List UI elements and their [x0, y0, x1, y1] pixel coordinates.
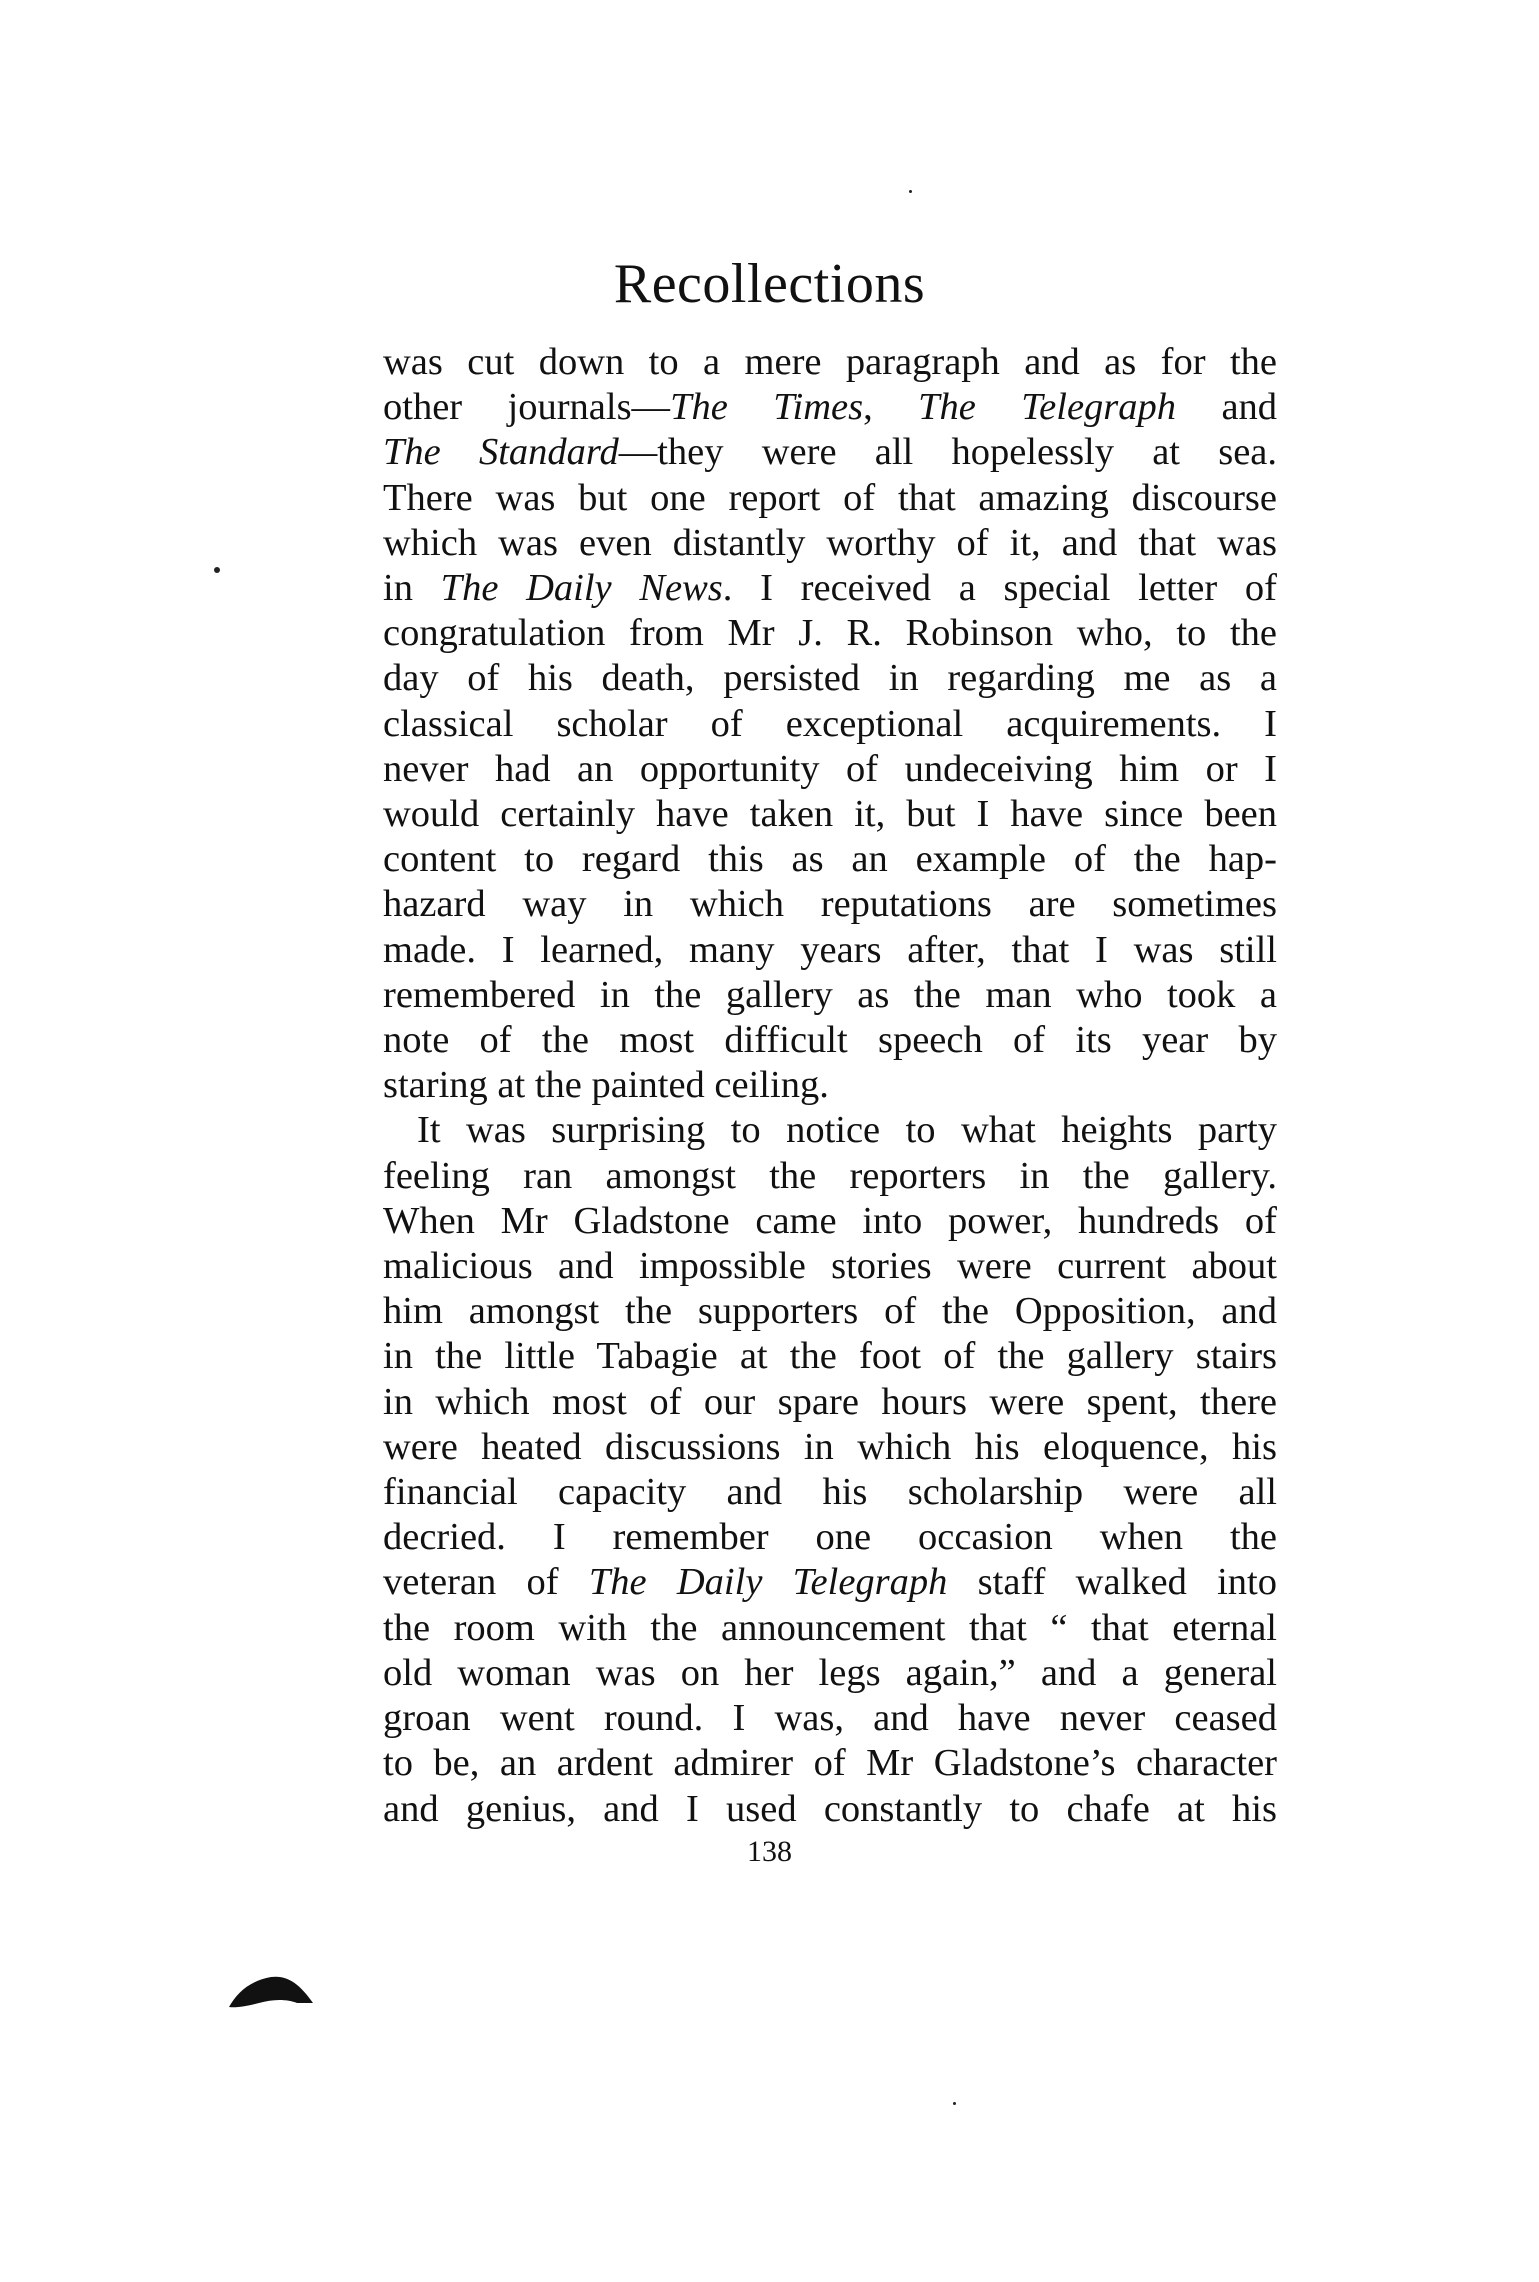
italic-title: The Times	[670, 386, 864, 429]
text-line	[383, 1199, 1277, 1244]
text-line	[383, 340, 1277, 385]
text-line	[383, 1380, 1277, 1425]
text-run: staff walked into	[947, 1561, 1277, 1604]
text-line	[383, 1606, 1277, 1651]
text-line	[383, 702, 1277, 747]
text-run: It was surprising to notice to what heights party	[417, 1109, 1277, 1152]
text-line	[383, 1470, 1277, 1515]
text-line	[383, 611, 1277, 656]
text-line	[383, 521, 1277, 566]
text-run: were heated discussions in which his eloquence, his	[383, 1425, 1277, 1468]
text-line	[383, 1696, 1277, 1741]
text-run: day of his death, persisted in regarding me as a	[383, 657, 1277, 700]
scan-smudge-mark	[227, 1973, 317, 2009]
text-line	[383, 1154, 1277, 1199]
text-line	[383, 1063, 1277, 1108]
running-head: Recollections	[613, 253, 926, 315]
text-run: content to regard this as an example of the hap-	[383, 838, 1277, 881]
text-run: . I received a special letter of	[722, 567, 1277, 610]
text-line	[383, 566, 1277, 611]
text-run: veteran of	[383, 1561, 589, 1604]
text-run: malicious and impossible stories were current about	[383, 1245, 1277, 1288]
text-run: the room with the announcement that “ that eternal	[383, 1606, 1277, 1649]
text-run: which was even distantly worthy of it, and that was	[383, 521, 1277, 564]
text-run: would certainly have taken it, but I have since been	[383, 793, 1277, 836]
scan-speck	[953, 2102, 956, 2105]
text-run: When Mr Gladstone came into power, hundreds of	[383, 1199, 1277, 1242]
text-run: staring at the painted ceiling.	[383, 1064, 829, 1107]
text-line	[383, 837, 1277, 882]
text-run: and genius, and I used constantly to chafe at his	[383, 1787, 1277, 1830]
text-run: note of the most difficult speech of its year by	[383, 1019, 1277, 1062]
text-run: feeling ran amongst the reporters in the gallery.	[383, 1154, 1277, 1197]
text-run: him amongst the supporters of the Opposition, and	[383, 1290, 1277, 1333]
text-line	[383, 1108, 1277, 1153]
text-line	[383, 656, 1277, 701]
text-line	[383, 1560, 1277, 1605]
text-line	[383, 430, 1277, 475]
text-line	[383, 1289, 1277, 1334]
text-run: in	[383, 567, 441, 610]
text-run: hazard way in which reputations are sometimes	[383, 883, 1277, 926]
text-run: decried. I remember one occasion when the	[383, 1516, 1277, 1559]
text-run: old woman was on her legs again,” and a general	[383, 1651, 1277, 1694]
text-run: and	[1176, 386, 1278, 429]
text-run: classical scholar of exceptional acquirements. I	[383, 702, 1277, 745]
text-run: was cut down to a mere paragraph and as for the	[383, 341, 1277, 383]
text-run: remembered in the gallery as the man who took a	[383, 973, 1277, 1016]
scan-speck	[214, 567, 220, 573]
text-line	[383, 1018, 1277, 1063]
text-line	[383, 1334, 1277, 1379]
text-run: financial capacity and his scholarship were all	[383, 1471, 1277, 1514]
body-text	[383, 340, 1277, 1832]
text-run: ,	[863, 386, 919, 429]
text-line	[383, 1651, 1277, 1696]
text-line	[383, 385, 1277, 430]
text-run: made. I learned, many years after, that I was still	[383, 928, 1277, 971]
text-line	[383, 1425, 1277, 1470]
text-run: never had an opportunity of undeceiving him or I	[383, 747, 1277, 790]
text-line	[383, 973, 1277, 1018]
text-run: congratulation from Mr J. R. Robinson who, to the	[383, 612, 1277, 655]
italic-title: The Daily News	[440, 567, 723, 610]
text-run: other journals—	[383, 386, 671, 429]
text-run: in which most of our spare hours were spent, there	[383, 1380, 1277, 1423]
page-number: 138	[747, 1835, 792, 1868]
text-line	[383, 747, 1277, 792]
text-line	[383, 882, 1277, 927]
text-line	[383, 928, 1277, 973]
italic-title: The Standard	[383, 431, 619, 474]
italic-title: The Telegraph	[918, 386, 1177, 429]
text-line	[383, 1741, 1277, 1786]
scan-speck	[909, 190, 912, 193]
text-line	[383, 1515, 1277, 1560]
text-run: to be, an ardent admirer of Mr Gladstone’s character	[383, 1742, 1277, 1785]
text-line	[383, 1787, 1277, 1832]
italic-title: The Daily Telegraph	[588, 1561, 948, 1604]
text-run: in the little Tabagie at the foot of the gallery stairs	[383, 1335, 1277, 1378]
text-line	[383, 476, 1277, 521]
text-line	[383, 792, 1277, 837]
text-line	[383, 1244, 1277, 1289]
text-run: groan went round. I was, and have never ceased	[383, 1697, 1277, 1740]
text-run: —they were all hopelessly at sea.	[618, 431, 1277, 474]
text-run: There was but one report of that amazing discourse	[383, 476, 1277, 519]
